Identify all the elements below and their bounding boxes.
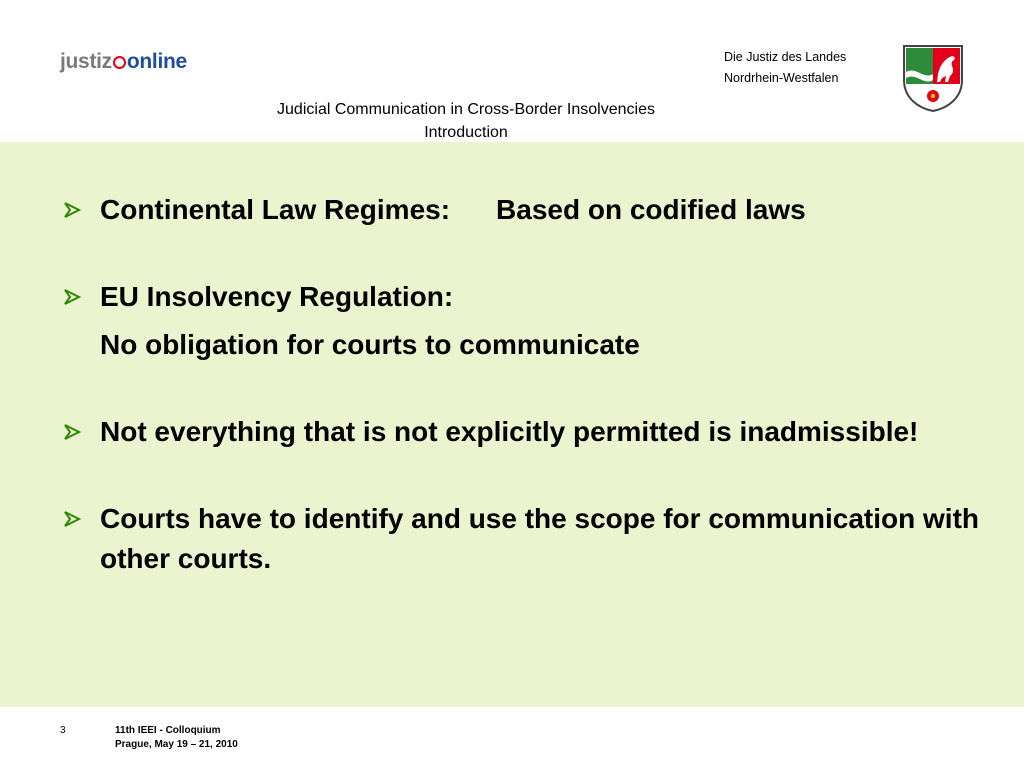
footer-event-info [115, 724, 238, 752]
page-number: 3 [60, 725, 66, 736]
bullet-text: Courts have to identify and use the scope for communication with other courts. [100, 503, 979, 574]
bullet-line [100, 190, 1002, 230]
agency-line-2: Nordrhein-Westfalen [724, 71, 839, 85]
justiz-online-logo [60, 46, 187, 76]
bullet-detail: No obligation for courts to communicate [100, 329, 640, 360]
slide-footer [0, 718, 1024, 768]
bullet-arrow-icon [62, 509, 82, 529]
footer-location-date: Prague, May 19 – 21, 2010 [115, 739, 238, 750]
logo-ring-icon [113, 56, 126, 69]
bullet-arrow-icon [62, 422, 82, 442]
agency-line-1: Die Justiz des Landes [724, 50, 847, 64]
agency-name [724, 47, 894, 89]
logo-text-online: online [126, 49, 187, 73]
bullet-label: EU Insolvency Regulation: [100, 281, 454, 312]
bullet-item [62, 190, 1002, 230]
bullet-list [62, 190, 1002, 626]
bullet-item [62, 499, 1002, 579]
bullet-item [62, 277, 1002, 365]
logo-text-justiz: justiz [60, 49, 112, 73]
bullet-detail: Based on codified laws [496, 194, 806, 225]
title-line: Judicial Communication in Cross-Border Insolvencies [277, 101, 655, 118]
bullet-item [62, 412, 1002, 452]
bullet-label: Continental Law Regimes: [100, 194, 451, 225]
bullet-arrow-icon [62, 200, 82, 220]
content-panel [0, 142, 1024, 707]
bullet-text: Not everything that is not explicitly permitted is inadmissible! [100, 416, 919, 447]
footer-event: 11th IEEI - Colloquium [115, 725, 221, 736]
subtitle-line: Introduction [424, 124, 508, 141]
bullet-arrow-icon [62, 287, 82, 307]
slide-title [0, 98, 932, 144]
